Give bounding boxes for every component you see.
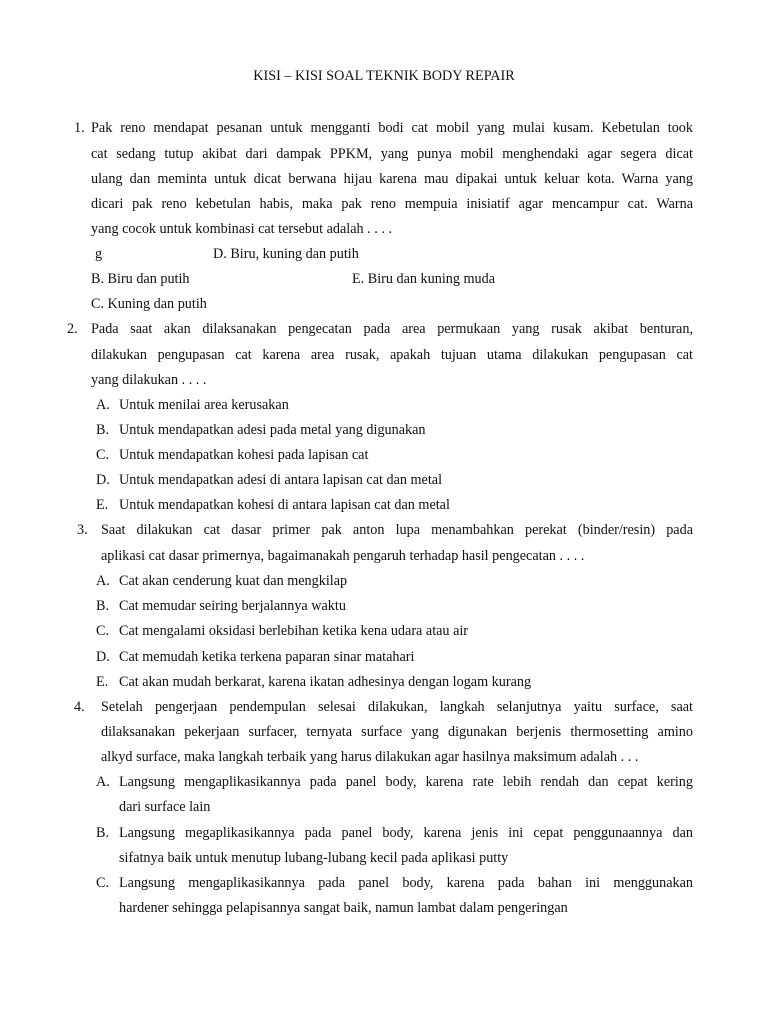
question-text-line: aplikasi cat dasar primernya, bagaimanakah pengaruh terhadap hasil pengecatan . . . . bbox=[101, 548, 585, 564]
answer-option: Cat memudah ketika terkena paparan sinar matahari bbox=[119, 649, 415, 665]
answer-option: sifatnya baik untuk menutup lubang-lubang kecil pada aplikasi putty bbox=[119, 850, 509, 866]
option-letter: C. bbox=[96, 623, 110, 639]
question-text-line: cat sedang tutup akibat dari dampak PPKM, yang punya mobil menghendaki agar segera dicat bbox=[91, 146, 693, 162]
option-letter: A. bbox=[96, 774, 110, 790]
option-letter: E. bbox=[96, 674, 109, 690]
answer-option: Untuk mendapatkan kohesi pada lapisan cat bbox=[119, 447, 369, 463]
answer-option: Untuk menilai area kerusakan bbox=[119, 397, 289, 413]
option-letter: A. bbox=[96, 573, 110, 589]
option-letter: B. bbox=[96, 422, 110, 438]
answer-option: C. Kuning dan putih bbox=[91, 296, 207, 312]
question-text-line: ulang dan meminta untuk dicat berwana hijau karena mau dipakai untuk keluar kota. Warna yang bbox=[91, 171, 693, 187]
answer-option: Cat akan mudah berkarat, karena ikatan adhesinya dengan logam kurang bbox=[119, 674, 532, 690]
question-number: 1. bbox=[74, 120, 85, 136]
question-text-line: Setelah pengerjaan pendempulan selesai dilakukan, langkah selanjutnya yaitu surface, saat bbox=[101, 699, 693, 715]
option-letter: C. bbox=[96, 447, 110, 463]
answer-option: Cat mengalami oksidasi berlebihan ketika kena udara atau air bbox=[119, 623, 469, 639]
option-letter: D. bbox=[96, 649, 110, 665]
option-letter: B. bbox=[96, 825, 110, 841]
question-text-line: Pada saat akan dilaksanakan pengecatan pada area permukaan yang rusak akibat benturan, bbox=[91, 321, 693, 337]
question-number: 2. bbox=[67, 321, 78, 337]
question-text-line: dilaksanakan pekerjaan surfacer, ternyata surface yang digunakan berjenis thermosetting amino bbox=[101, 724, 693, 740]
answer-option: Untuk mendapatkan kohesi di antara lapisan cat dan metal bbox=[119, 497, 450, 513]
answer-option: Untuk mendapatkan adesi pada metal yang digunakan bbox=[119, 422, 426, 438]
option-letter: B. bbox=[96, 598, 110, 614]
answer-option: Langsung mengaplikasikannya pada panel body, karena rate lebih rendah dan cepat kering bbox=[119, 774, 693, 790]
answer-option: dari surface lain bbox=[119, 799, 211, 815]
answer-option: Langsung megaplikasikannya pada panel body, karena jenis ini cepat penggunaannya dan bbox=[119, 825, 693, 841]
option-letter: C. bbox=[96, 875, 110, 891]
answer-option: Untuk mendapatkan adesi di antara lapisan cat dan metal bbox=[119, 472, 443, 488]
answer-option: Cat memudar seiring berjalannya waktu bbox=[119, 598, 346, 614]
question-text-line: yang dilakukan . . . . bbox=[91, 372, 207, 388]
answer-option: B. Biru dan putih bbox=[91, 271, 190, 287]
answer-option: E. Biru dan kuning muda bbox=[352, 271, 496, 287]
question-number: 3. bbox=[77, 522, 88, 538]
option-letter: D. bbox=[96, 472, 110, 488]
document-title: KISI – KISI SOAL TEKNIK BODY REPAIR bbox=[253, 68, 515, 84]
question-text-line: alkyd surface, maka langkah terbaik yang harus dilakukan agar hasilnya maksimum adalah . . . bbox=[101, 749, 639, 765]
answer-option: g bbox=[95, 246, 103, 262]
answer-option: Cat akan cenderung kuat dan mengkilap bbox=[119, 573, 348, 589]
question-text-line: yang cocok untuk kombinasi cat tersebut adalah . . . . bbox=[91, 221, 393, 237]
question-number: 4. bbox=[74, 699, 85, 715]
question-text-line: dicari pak reno kebetulan habis, maka pak reno mempuia inisiatif agar mencampur cat. Warna bbox=[91, 196, 693, 212]
answer-option: Langsung mengaplikasikannya pada panel body, karena pada bahan ini menggunakan bbox=[119, 875, 693, 891]
question-text-line: Saat dilakukan cat dasar primer pak anton lupa menambahkan perekat (binder/resin) pada bbox=[101, 522, 693, 538]
question-text-line: dilakukan pengupasan cat karena area rusak, apakah tujuan utama dilakukan pengupasan cat bbox=[91, 347, 693, 363]
option-letter: E. bbox=[96, 497, 109, 513]
option-letter: A. bbox=[96, 397, 110, 413]
answer-option: D. Biru, kuning dan putih bbox=[213, 246, 359, 262]
answer-option: hardener sehingga pelapisannya sangat baik, namun lambat dalam pengeringan bbox=[119, 900, 568, 916]
question-text-line: Pak reno mendapat pesanan untuk mengganti bodi cat mobil yang mulai kusam. Kebetulan took bbox=[91, 120, 693, 136]
